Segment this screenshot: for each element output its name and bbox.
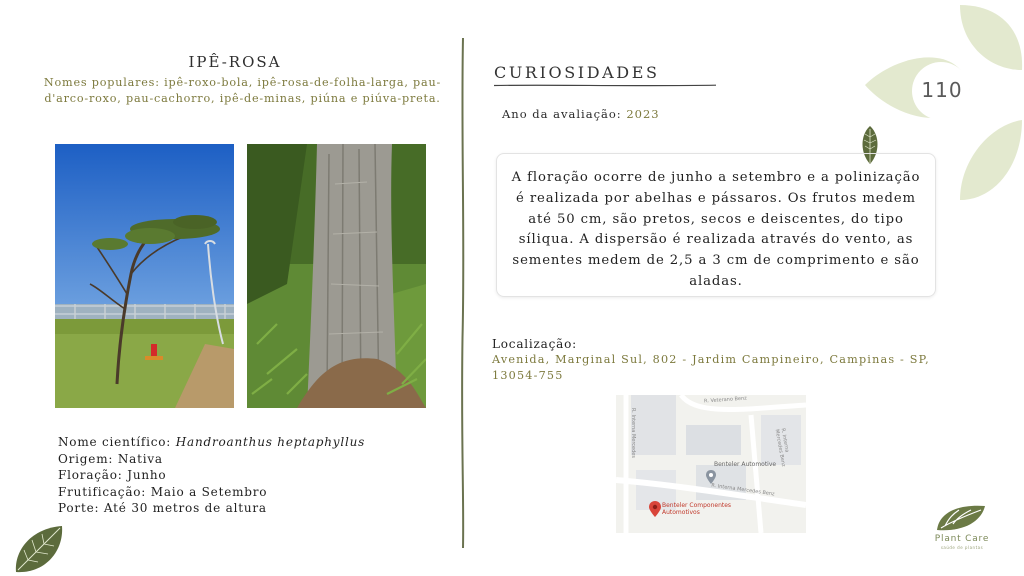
size-row: Porte: Até 30 metros de altura [58, 501, 267, 515]
column-divider [460, 38, 466, 548]
map-place-2-line1: Benteler Componentes [662, 502, 732, 509]
scientific-name-label: Nome científico: [58, 435, 176, 449]
map-place-1: Benteler Automotive [714, 461, 777, 468]
curiosities-title: CURIOSIDADES [494, 63, 660, 82]
map-street-3: R. Interna Mercedes Benz [773, 427, 790, 468]
map-street-2: R. Interna Mercedes [629, 408, 636, 458]
leaf-shape-bottom [960, 120, 1022, 200]
map-place-2 [662, 502, 731, 516]
year-value: 2023 [626, 107, 660, 121]
popular-names: Nomes populares: ipê-roxo-bola, ipê-rosa-de-folha-larga, pau-d'arco-roxo, pau-cachorro, ipê-de-minas, piúna e piúva-preta. [43, 76, 442, 105]
page-number: 110 [921, 78, 963, 102]
fruiting-row: Frutificação: Maio a Setembro [58, 484, 268, 499]
title-underline [494, 84, 716, 87]
leaf-shape-top [960, 5, 1022, 70]
tree-photo [55, 144, 234, 408]
location-label: Localização: [492, 337, 577, 351]
leaf-icon-bottom-left [10, 522, 66, 576]
location-address: Avenida, Marginal Sul, 802 - Jardim Campineiro, Campinas - SP, 13054-755 [492, 353, 930, 382]
scientific-name-value: Handroanthus heptaphyllus [175, 435, 366, 449]
species-title: IPÊ-ROSA [188, 53, 282, 71]
flowering-row: Floração: Junho [58, 468, 167, 482]
map-pin-gray-icon [706, 470, 716, 484]
trunk-photo [247, 144, 426, 408]
map-street-1: R. Veterano Benz [703, 395, 748, 405]
map-pin-red-icon [649, 501, 661, 517]
curiosities-text: A floração ocorre de junho a setembro e a polinização é realizada por abelhas e pássaros. Os frutos medem até 50 cm, são pretos, secos e deiscentes, do tipo síliqua. A dispersão é realizada através do vento, as sementes medem de 2,5 a 3 cm de comprimento e são aladas. [511, 170, 921, 289]
species-facts [58, 434, 365, 517]
scientific-name-row [58, 434, 365, 451]
evaluation-year [502, 107, 660, 121]
brand-tagline: saúde de plantas [940, 545, 984, 550]
location-map[interactable] [616, 395, 806, 533]
map-place-2-line2: Automotivos [662, 509, 700, 516]
origin-row: Origem: Nativa [58, 451, 163, 466]
brand-name: Plant Care [934, 534, 990, 544]
map-street-4: R. Interna Mercedes Benz [710, 482, 775, 498]
plant-care-logo-icon [935, 502, 987, 534]
year-label: Ano da avaliação: [502, 107, 627, 121]
